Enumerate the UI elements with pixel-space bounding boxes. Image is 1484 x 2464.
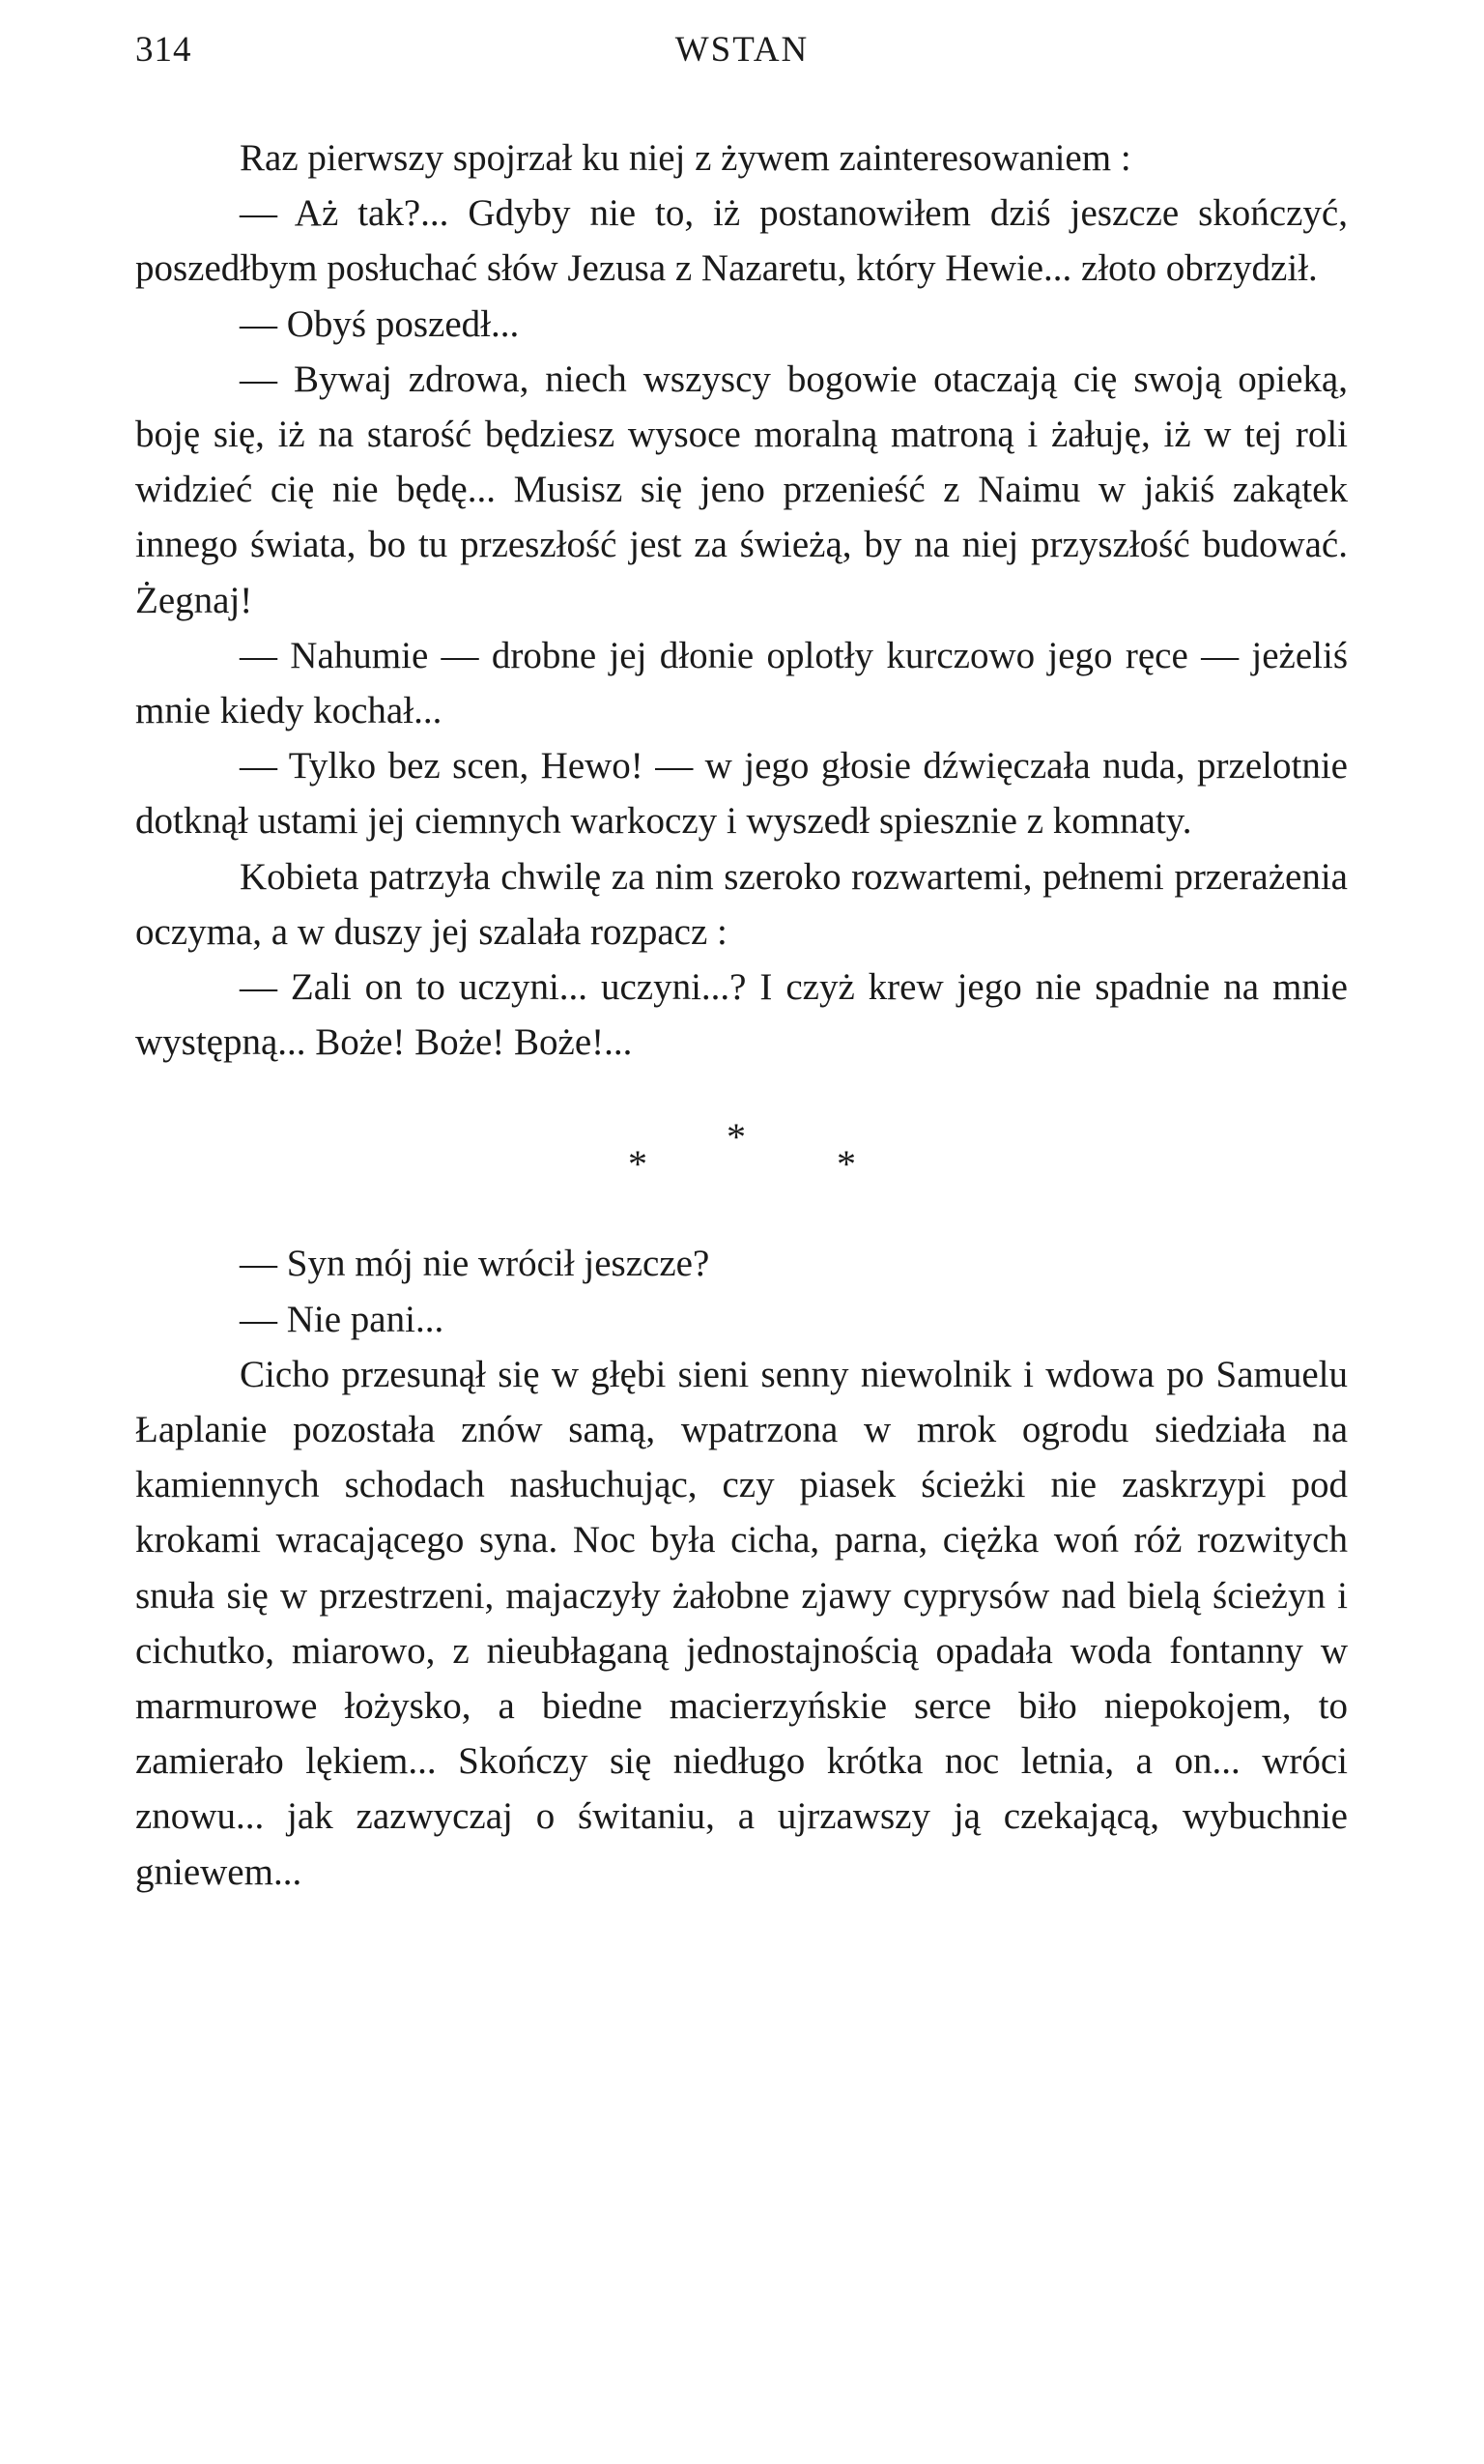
asterisk-top: * [727, 1115, 746, 1160]
paragraph: — Bywaj zdrowa, niech wszyscy bogowie otaczają cię swoją opieką, boję się, iż na starość będziesz wysoce moralną matroną i żałuję, iż w tej roli widzieć cię nie będę... Musisz się jeno przenieść z Naimu w jakiś zakątek innego świata, bo tu przeszłość jest za świeżą, by na niej przyszłość budować. Żegnaj! [135, 358, 1348, 621]
running-head [0, 29, 1484, 77]
paragraph: — Aż tak?... Gdyby nie to, iż postanowiłem dziś jeszcze skończyć, poszedłbym posłuchać słów Jezusa z Nazaretu, który Hewie... złoto obrzydził. [135, 192, 1348, 290]
paragraph: Raz pierwszy spojrzał ku niej z żywem zainteresowaniem : [240, 137, 1131, 179]
paragraph: — Obyś poszedł... [240, 302, 520, 345]
paragraph: — Tylko bez scen, Hewo! — w jego głosie dźwięczała nuda, przelotnie dotknął ustami jej ciemnych warkoczy i wyszedł spiesznie z komnaty. [135, 745, 1348, 843]
page-number: 314 [135, 30, 192, 70]
paragraph: — Zali on to uczyni... uczyni...? I czyż krew jego nie spadnie na mnie występną... Boże! Boże! Boże!... [135, 966, 1348, 1064]
asterisk-left: * [628, 1142, 647, 1187]
paragraph: Kobieta patrzyła chwilę za nim szeroko rozwartemi, pełnemi przerażenia oczyma, a w duszy jej szalała rozpacz : [135, 855, 1348, 953]
paragraph: — Nie pani... [240, 1298, 444, 1340]
paragraph: — Syn mój nie wrócił jeszcze? [240, 1243, 710, 1285]
asterisk-right: * [837, 1142, 856, 1187]
paragraph: — Nahumie — drobne jej dłonie oplotły kurczowo jego ręce — jeżeliś mnie kiedy kochał... [135, 634, 1348, 732]
paragraph: Cicho przesunął się w głębi sieni senny niewolnik i wdowa po Samuelu Łaplanie pozostała znów samą, wpatrzona w mrok ogrodu siedziała na kamiennych schodach nasłuchując, czy piasek ścieżki nie zaskrzypi pod krokami wracającego syna. Noc była cicha, parna, ciężka woń róż rozwitych snuła się w przestrzeni, majaczyły żałobne zjawy cyprysów nad bielą ścieżyn i cichutko, miarowo, z nieubłaganą jednostajnością opadała woda fontanny w marmurowe łożysko, a biedne macierzyńskie serce biło niepokojem, to zamierało lękiem... Skończy się niedługo krótka noc letnia, a on... wróci znowu... jak zazwyczaj o świtaniu, a ujrzawszy ją czekającą, wybuchnie gniewem... [135, 1353, 1348, 1893]
body-text [135, 130, 1348, 1900]
running-title: WSTAN [674, 30, 810, 70]
section-separator [135, 1070, 1348, 1236]
